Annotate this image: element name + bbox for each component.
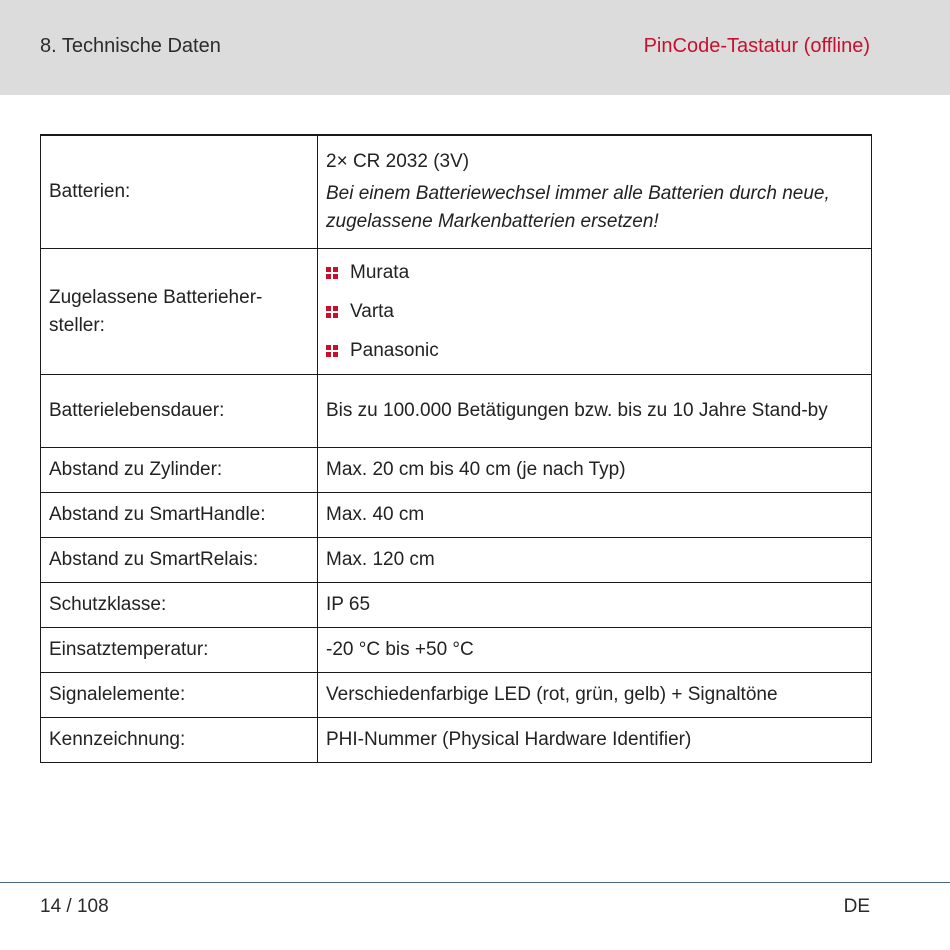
row-value: Max. 120 cm xyxy=(318,538,872,583)
product-title: PinCode-Tastatur (offline) xyxy=(643,35,870,57)
table-row xyxy=(41,493,872,538)
row-value: IP 65 xyxy=(318,583,872,628)
row-label: Kennzeichnung: xyxy=(41,718,318,763)
row-value: Max. 40 cm xyxy=(318,493,872,538)
chapter-title: 8. Technische Daten xyxy=(40,35,221,57)
list-item-label: Murata xyxy=(350,261,410,283)
battery-note: Bei einem Batteriewechsel immer alle Batterien durch neue, zugelassene Markenbatterien ersetzen! xyxy=(326,183,830,232)
table-row xyxy=(41,538,872,583)
row-label: Einsatztemperatur: xyxy=(41,628,318,673)
row-label: Signalelemente: xyxy=(41,673,318,718)
row-value: Verschiedenfarbige LED (rot, grün, gelb) + Signaltöne xyxy=(318,673,872,718)
page-header xyxy=(0,0,950,95)
table-row xyxy=(41,673,872,718)
row-label: Batterielebensdauer: xyxy=(41,375,318,448)
row-label: Abstand zu SmartRelais: xyxy=(41,538,318,583)
row-label: Abstand zu SmartHandle: xyxy=(41,493,318,538)
row-label: Schutzklasse: xyxy=(41,583,318,628)
list-item-label: Panasonic xyxy=(350,339,439,361)
table-row xyxy=(41,249,872,375)
row-label: Batterien: xyxy=(41,135,318,249)
bullet-icon xyxy=(326,345,338,357)
row-value: Bis zu 100.000 Betätigungen bzw. bis zu 10 Jahre Stand-by xyxy=(318,375,872,448)
technical-data-table xyxy=(40,134,872,763)
table-row xyxy=(41,718,872,763)
list-item xyxy=(326,253,863,292)
list-item xyxy=(326,331,863,370)
row-value xyxy=(318,135,872,249)
bullet-icon xyxy=(326,306,338,318)
battery-type: 2× CR 2032 (3V) xyxy=(326,151,470,172)
page-number: 14 / 108 xyxy=(40,896,109,917)
table-row xyxy=(41,583,872,628)
table-row xyxy=(41,375,872,448)
row-value: -20 °C bis +50 °C xyxy=(318,628,872,673)
list-item xyxy=(326,292,863,331)
row-value: PHI-Nummer (Physical Hardware Identifier) xyxy=(318,718,872,763)
table-row xyxy=(41,448,872,493)
row-value xyxy=(318,249,872,375)
row-value: Max. 20 cm bis 40 cm (je nach Typ) xyxy=(318,448,872,493)
language-code: DE xyxy=(843,896,870,917)
bullet-icon xyxy=(326,267,338,279)
footer-divider xyxy=(0,882,950,883)
row-label: Abstand zu Zylinder: xyxy=(41,448,318,493)
table-row xyxy=(41,135,872,249)
table-row xyxy=(41,628,872,673)
list-item-label: Varta xyxy=(350,300,395,322)
manufacturer-list xyxy=(326,253,863,370)
row-label: Zugelassene Batterieher-steller: xyxy=(41,249,318,375)
